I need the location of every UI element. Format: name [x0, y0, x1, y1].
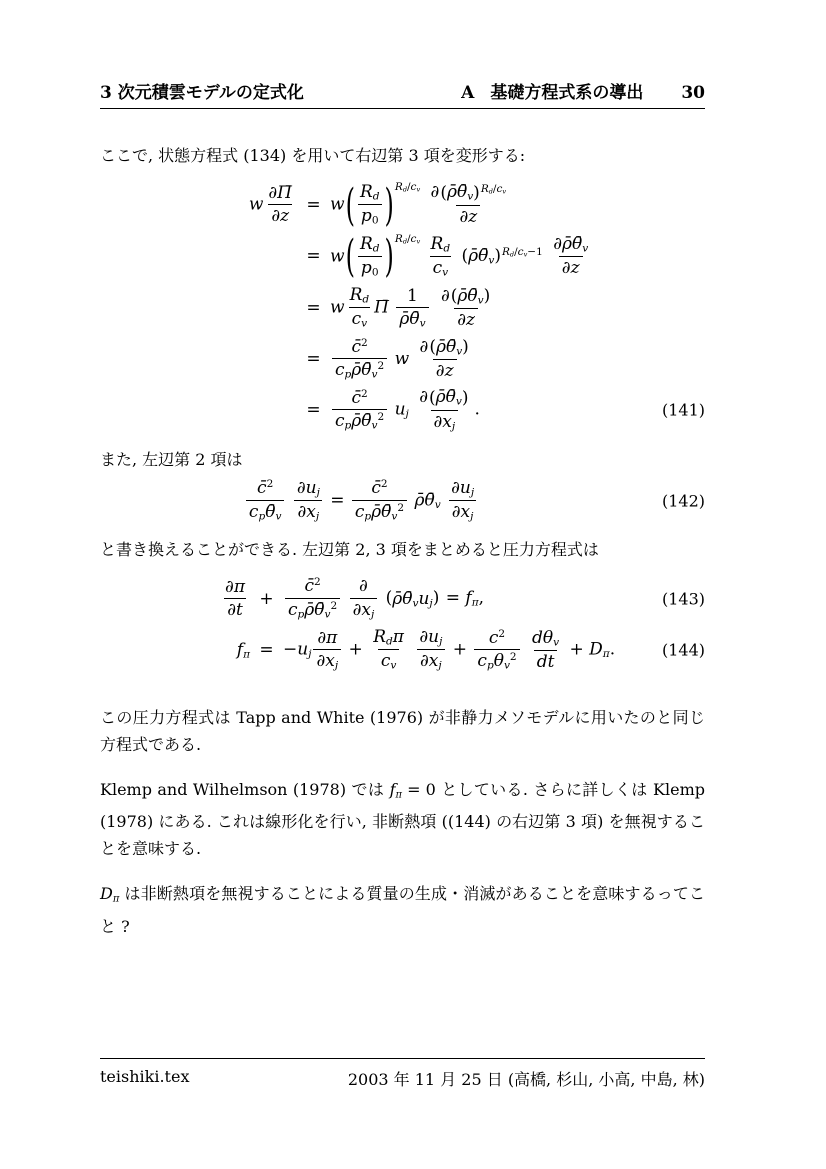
equation-141-block [100, 178, 705, 434]
intro-paragraph: ここで, 状態方程式 (134) を用いて右辺第 3 項を変形する: [100, 146, 526, 165]
eq141-rhs [330, 178, 705, 231]
paragraph-klemp-wilhelmson: Klemp and Wilhelmson (1978) では fπ = 0 としている. さらに詳しくは Klemp (1978) にある. これは線形化を行い, 非断熱項 ((144) の右辺第 3 項) を無視することを意味する. [100, 776, 705, 862]
display-math: $\frac{\partial\pi}{\partial t}$ [225, 576, 245, 621]
display-math: fπ [236, 639, 250, 661]
display-math: w $\frac{\partial\Pī}{\partial z}$ [248, 182, 292, 227]
running-head-section [461, 84, 705, 103]
equation-141-row-1 [100, 178, 705, 231]
eq141-relation [297, 195, 330, 215]
display-math: = [306, 297, 321, 318]
equation-141-row-2 [100, 230, 705, 283]
display-math: w ( $\frac{Rd}{p0}$ ) $^{Rd/cv}$ $\frac{Rd}{cv}$ ( ρ̄θ̄v ) $^{Rd/cv-1}$ $\frac{\partial\rhō\thetāv}{\partial z}$ [330, 230, 589, 283]
equation-141-row-4 [100, 336, 705, 383]
equation-number-142: (142) [661, 491, 705, 511]
page-number: 30 [681, 83, 705, 103]
display-math: = [306, 400, 321, 421]
display-math: = [306, 349, 321, 370]
display-math: w $\frac{Rd}{cv}$ Π̄ $\frac{1}{\rhō\thetāv}$ ∂ ( ρ̄θ̄v ) ∂z [330, 285, 491, 331]
display-math: = [306, 246, 321, 267]
display-math: = [259, 639, 274, 660]
equation-143-144-block [100, 575, 705, 673]
equation-142 [100, 477, 705, 525]
eq144-rhs [283, 626, 705, 674]
paragraph-dpi-question: Dπ は非断熱項を無視することによる質量の生成・消滅があることを意味するってこと ? [100, 880, 705, 939]
page-header [100, 84, 705, 109]
eq144-lhs [100, 640, 250, 661]
display-math: c̄$^2$ $cp\rhō\thetāv^2$ uj ∂ ( ρ̄θ̄v ) ∂xj . [330, 386, 480, 434]
paragraph-tapp-white: この圧力方程式は Tapp and White (1976) が非静力メソモデルに用いたのと同じ方程式である. [100, 707, 705, 754]
equation-number-141: (141) [661, 400, 705, 420]
text-after-142: と書き換えることができる. 左辺第 2, 3 項をまとめると圧力方程式は [100, 540, 599, 560]
equation-143 [100, 575, 705, 622]
inline-math: Dπ [100, 884, 120, 905]
eq141-lhs [100, 182, 297, 228]
footer-date-authors: 2003 年 11 月 25 日 (高橋, 杉山, 小高, 中島, 林) [347, 1070, 705, 1089]
display-math: w ( $\frac{Rd}{p0}$ ) $^{Rd/cv}$ ∂ ( ρ̄θ̄v ) $^{Rd/cv}$ ∂z [330, 178, 507, 231]
display-math: c̄$^2$ $cp\rhō\thetāv^2$ ∂ ∂xj ( ρ̄θ̄vuj ) = fπ, [283, 575, 484, 622]
display-math: = [306, 194, 321, 215]
equation-number-143: (143) [661, 589, 705, 609]
equation-141-row-3 [100, 284, 705, 332]
eq143-lhs [100, 576, 250, 622]
footer-filename: teishiki.tex [100, 1067, 190, 1086]
eq143-rhs [283, 575, 705, 622]
eq143-relation [250, 589, 283, 609]
inline-math: fπ = 0 [389, 779, 436, 801]
section-title: 基礎方程式系の導出 [490, 83, 644, 103]
running-head-chapter: 3 次元積雲モデルの定式化 [100, 83, 304, 103]
equation-144 [100, 626, 705, 674]
equation-number-144: (144) [661, 640, 705, 660]
equation-141-row-5 [100, 386, 705, 434]
eq144-relation [250, 640, 283, 660]
text-after-141: また, 左辺第 2 項は [100, 449, 243, 469]
section-label: A [461, 83, 475, 103]
display-math: −uj $\frac{\partial\pi}{\partial xj}$ + Rdπ cv $\frac{\partial uj}{\partial xj}$ + $c^2$ cpθv$^2$ dθv dt + Dπ. [283, 627, 616, 673]
display-math: c̄$^2$ $cp\rhō\thetāv^2$ w ∂ ( ρ̄θ̄v ) ∂z [330, 336, 475, 383]
display-math: c̄$^2$ cpθ̄v $\frac{\partial uj}{\partial xj}$ = c̄$^2$ $cp\rhō\thetāv^2$ ρ̄θ̄v $\frac{\partial uj}{\partial xj}$ [244, 477, 479, 525]
display-math: + [259, 588, 274, 609]
page-footer [100, 1058, 705, 1090]
